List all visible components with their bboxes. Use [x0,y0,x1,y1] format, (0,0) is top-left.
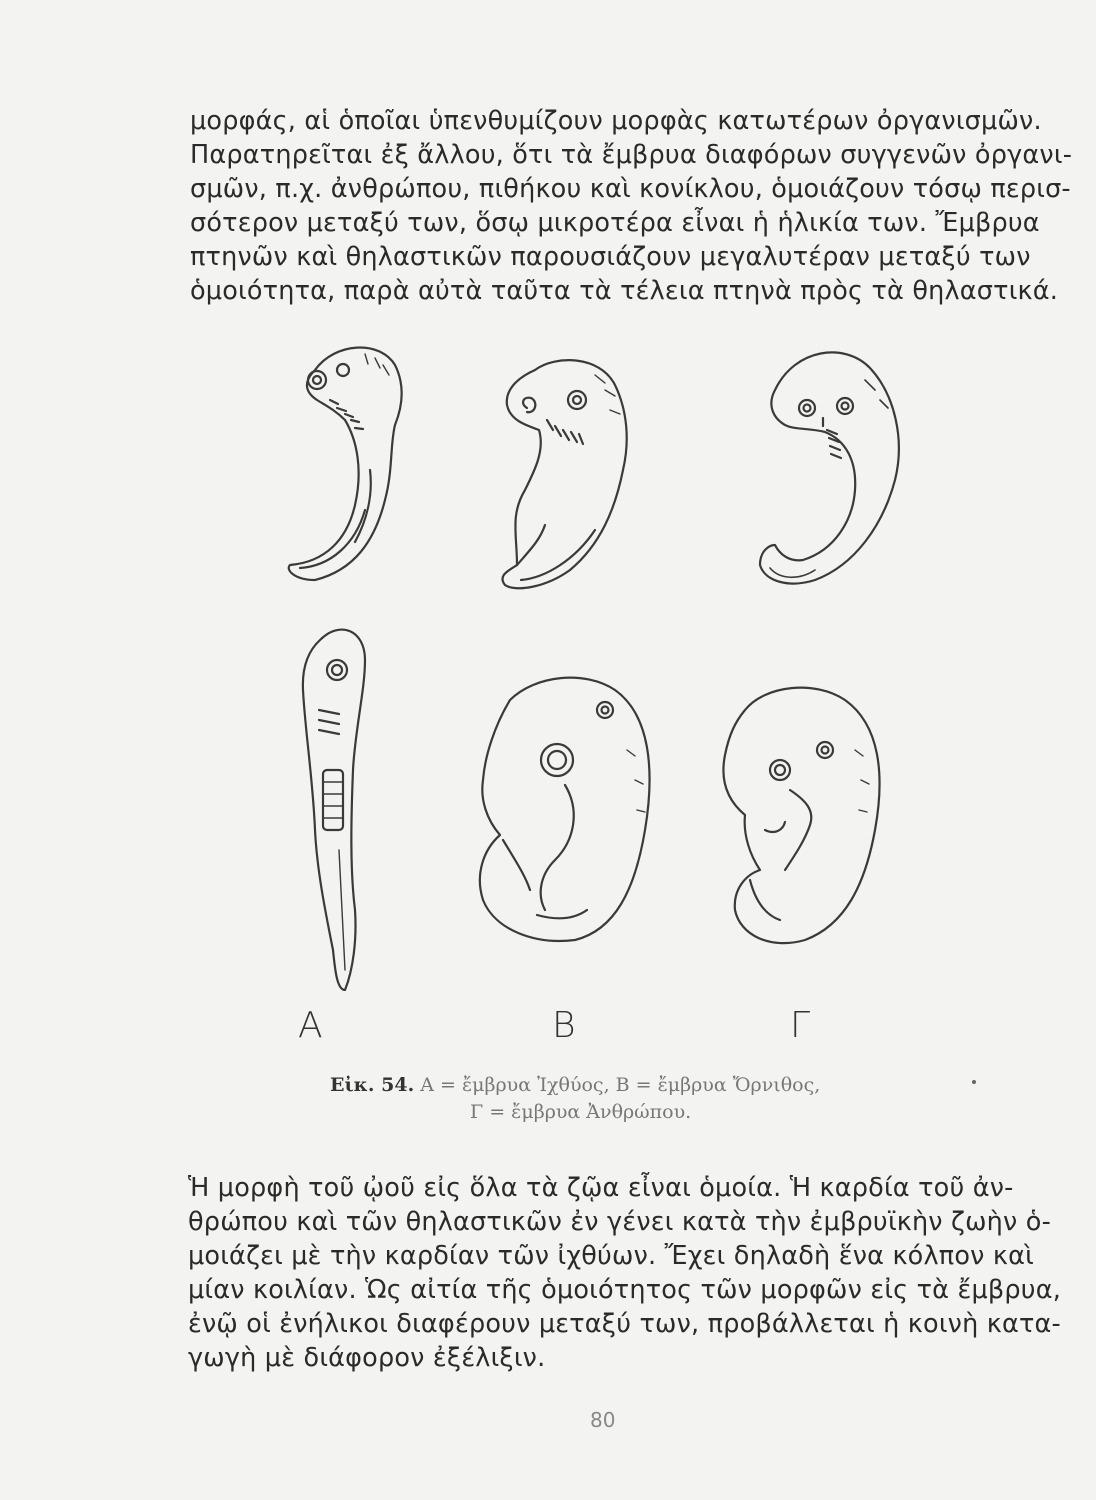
text-line: μοιάζει μὲ τὴν καρδίαν τῶν ἰχθύων. Ἔχει δηλαδὴ ἕνα κόλπον καὶ [188,1241,1034,1271]
caption-line-2: Γ = ἔμβρυα Ἀνθρώπου. [470,1101,692,1123]
page-number: 80 [590,1408,616,1432]
embryo-fish-early-drawing [289,348,402,580]
text-line: μορφάς, αἱ ὁποῖαι ὑπενθυμίζουν μορφὰς κατωτέρων ὀργανισμῶν. [190,106,1042,136]
figure-label-gamma: Γ [790,1005,811,1046]
paragraph-bottom [188,1171,1062,1375]
text-line: μίαν κοιλίαν. Ὡς αἰτία τῆς ὁμοιότητος τῶν μορφῶν εἰς τὰ ἔμβρυα, [188,1275,1062,1305]
embryo-fish-late-drawing [303,630,365,990]
figure-label-b: B [552,1005,576,1046]
print-speck [972,1080,976,1084]
text-line: θρώπου καὶ τῶν θηλαστικῶν ἐν γένει κατὰ τὴν ἐμβρυϊκὴν ζωὴν ὁ- [188,1207,1051,1237]
figure-label-a: A [298,1005,323,1046]
text-line: σμῶν, π.χ. ἀνθρώπου, πιθήκου καὶ κονίκλου, ὁμοιάζουν τόσῳ περισ- [190,174,1071,204]
caption-line-1: Α = ἔμβρυα Ἰχθύος, Β = ἔμβρυα Ὄρνιθος, [420,1074,821,1096]
text-line: πτηνῶν καὶ θηλαστικῶν παρουσιάζουν μεγαλυτέραν μεταξύ των [190,242,1031,272]
caption-label: Εἰκ. 54. [330,1074,415,1096]
embryo-human-late-drawing [723,688,879,943]
text-line: ὁμοιότητα, παρὰ αὐτὰ ταῦτα τὰ τέλεια πτηνὰ πρὸς τὰ θηλαστικά. [190,276,1059,306]
embryo-chicken-early-drawing [502,360,626,588]
figure-caption [330,1072,950,1126]
text-line: Ἡ μορφὴ τοῦ ᾠοῦ εἰς ὅλα τὰ ζῷα εἶναι ὁμοία. Ἡ καρδία τοῦ ἀν- [188,1173,1014,1203]
text-line: σότερον μεταξύ των, ὅσῳ μικροτέρα εἶναι ἡ ἡλικία των. Ἔμβρυα [190,208,1040,238]
embryo-figure [255,330,955,1070]
embryo-chicken-late-drawing [480,678,650,941]
text-line: γωγὴ μὲ διάφορον ἐξέλιξιν. [188,1343,546,1373]
text-line: Παρατηρεῖται ἐξ ἄλλου, ὅτι τὰ ἔμβρυα διαφόρων συγγενῶν ὀργανι- [190,140,1073,170]
text-line: ἐνῷ οἱ ἐνήλικοι διαφέρουν μεταξύ των, προβάλλεται ἡ κοινὴ κατα- [188,1309,1061,1339]
embryo-human-early-drawing [760,352,899,583]
paragraph-top [190,104,1073,308]
